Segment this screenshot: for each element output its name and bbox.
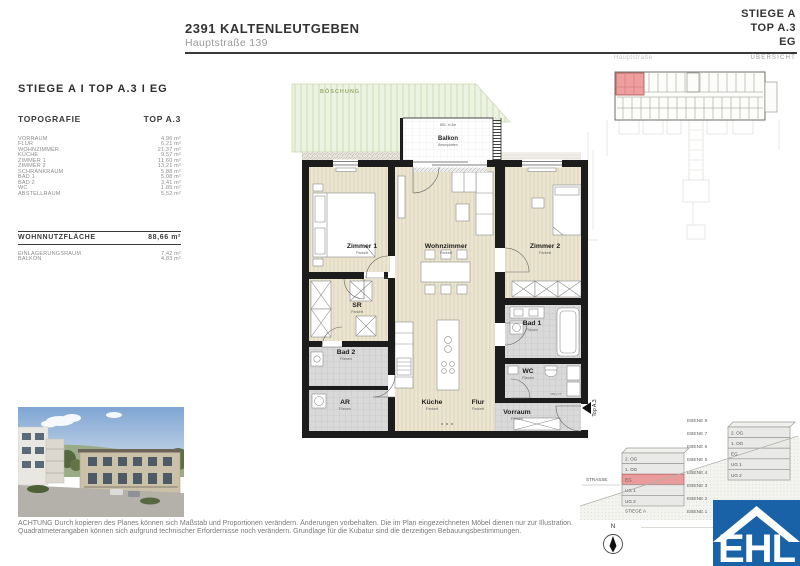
row-value: 5,88 m²: [160, 168, 181, 175]
divider-line: [641, 527, 716, 528]
room-label-wc: WC: [522, 368, 534, 375]
left-level-label: UG 1: [625, 488, 636, 494]
ebene-label: EBENE 3: [687, 484, 708, 489]
table-header-col2: TOP A.3: [143, 114, 181, 124]
row-value: 13,21 m²: [157, 163, 181, 170]
table-rows: [18, 137, 181, 197]
ehl-logo-graphic: [713, 500, 800, 566]
gravel-strip: [302, 152, 403, 160]
table-extra-rows: [18, 252, 181, 263]
ebene-label: EBENE 2: [687, 497, 708, 502]
row-value: 9,57 m²: [160, 152, 181, 159]
row-label: WC: [18, 185, 28, 192]
terrain-right-of-plan: [588, 132, 598, 240]
room-label-bad-1: Bad 1: [522, 320, 542, 327]
overview-title: ÜBERSICHT: [750, 55, 796, 61]
room-floor-bad-1: Fliesen: [525, 328, 539, 332]
row-label: ABSTELLRAUM: [18, 190, 61, 197]
overview-annex: [765, 82, 777, 112]
main-building: [78, 449, 182, 493]
row-label: ZIMMER 1: [18, 157, 46, 164]
room-floor-wohnzimmer: Parkett: [439, 251, 453, 255]
overview-site-plan: [603, 60, 800, 270]
room-floor-balkon: Betonplatten: [438, 143, 458, 147]
row-label: BAD 2: [18, 179, 35, 186]
right-level-label: 1. OG: [731, 441, 744, 446]
unit-stiege: STIEGE A: [741, 8, 796, 20]
row-label: VORRAUM: [18, 136, 48, 142]
page-subtitle-address: Hauptstraße 139: [185, 37, 268, 49]
row-label: ZIMMER 2: [18, 163, 46, 170]
room-label-flur: Flur: [471, 399, 485, 406]
right-level-label: UG 2: [731, 472, 742, 478]
room-floor-zimmer-1: Parkett: [355, 251, 369, 255]
table-row: [18, 257, 181, 262]
room-floor-wc: Fliesen: [521, 376, 535, 380]
room-floor-bad-2: Fliesen: [339, 357, 353, 361]
room-floor-kueche: Parkett: [425, 407, 439, 411]
ebene-label: EBENE 5: [687, 458, 708, 463]
row-label: SCHRANKRAUM: [18, 168, 64, 175]
row-value: 1,85 m²: [160, 185, 181, 192]
row-label: WOHNZIMMER: [18, 146, 60, 153]
ebene-label: EBENE 1: [687, 510, 708, 515]
header-rule: [185, 52, 797, 54]
north-arrow: [598, 517, 634, 561]
row-value: 11,60 m²: [158, 157, 181, 164]
row-value: 6,21 m²: [160, 141, 181, 148]
row-value: 3,41 m²: [160, 179, 181, 186]
table-row: [18, 192, 181, 197]
overview-highlighted-unit: [616, 73, 644, 95]
room-label-sr: SR: [352, 302, 362, 309]
tech-label: FBH-VT: [550, 392, 562, 396]
ebene-label: EBENE 7: [687, 432, 708, 437]
ebene-label: EBENE 4: [687, 471, 708, 476]
ebene-label: EBENE 8: [687, 419, 708, 424]
ebene-label: EBENE 6: [687, 445, 708, 450]
room-floor-vorraum: Fliesen: [510, 417, 524, 421]
row-label: BAD 1: [18, 174, 35, 181]
row-label: BALKON: [18, 256, 42, 263]
row-label: KÜCHE: [18, 152, 39, 159]
left-level-label: UG 2: [625, 498, 636, 504]
unit-info-block: [741, 7, 796, 49]
room-label-kueche: Küche: [421, 399, 443, 406]
left-level-stack: [622, 448, 689, 514]
table-header: [18, 114, 181, 124]
room-floor-sr: Parkett: [350, 310, 364, 314]
right-level-label: EG: [731, 451, 738, 457]
room-label-zimmer-1: Zimmer 1: [346, 243, 378, 250]
strasse-label: STRASSE: [586, 477, 608, 482]
total-label: WOHNNUTZFLÄCHE: [18, 234, 96, 242]
building-rendering-photo: [18, 407, 184, 517]
row-label: FLUR: [18, 141, 34, 148]
right-level-label: 2. OG: [731, 430, 744, 436]
terrain-strip-right: [501, 152, 581, 160]
left-level-label: EG: [625, 477, 632, 483]
room-label-ar: AR: [340, 399, 350, 406]
unit-heading: STIEGE A I TOP A.3 I EG: [18, 83, 168, 95]
row-value: 5,52 m²: [160, 190, 181, 197]
stiege-a-label: STIEGE A: [625, 508, 646, 514]
floor-plan: [280, 80, 600, 448]
left-level-label: 1. OG: [625, 467, 638, 472]
unit-top: TOP A.3: [750, 22, 796, 34]
overview-street-label: Hauptstraße: [614, 55, 653, 61]
unit-floor: EG: [779, 36, 796, 48]
room-floor-zimmer-2: Parkett: [538, 251, 552, 255]
right-level-stack: [728, 422, 795, 480]
room-label-wohnzimmer: Wohnzimmer: [424, 243, 468, 250]
left-level-label: 2. OG: [625, 456, 638, 462]
disclaimer-text: ACHTUNG Durch kopieren des Planes können sich Maßstab und Proportionen verändern. Änderungen vorbehalten. Die im Plan eingezeichneten Möbel dienen nur zur Illustration. Quadratmeterangaben können sich aufgrund technischer Erfordernisse noch verändern. Grundlage für die Kubatur sind die derzeitigen Bebauungsbestimmungen.: [18, 520, 573, 536]
room-label-bad-2: Bad 2: [336, 349, 356, 356]
topography-table: [18, 114, 181, 263]
room-label-vorraum: Vorraum: [503, 409, 531, 416]
slope-label: BÖSCHUNG: [320, 89, 361, 95]
room-floor-ar: Fliesen: [338, 407, 352, 411]
row-value: 21,37 m²: [157, 146, 181, 153]
railing-label: GEL. h=1m: [439, 123, 457, 127]
total-value: 88,66 m²: [148, 234, 181, 242]
room-label-balkon: Balkon: [437, 136, 459, 142]
ehl-logo: [713, 500, 800, 566]
room-label-zimmer-2: Zimmer 2: [529, 243, 561, 250]
ehl-logo-text: EHL: [718, 527, 795, 566]
table-total-row: [18, 231, 181, 245]
room-floor-flur: Parkett: [471, 407, 485, 411]
row-value: 5,08 m²: [160, 174, 181, 181]
row-value: 4,96 m²: [160, 136, 181, 142]
right-level-label: UG 1: [731, 462, 742, 468]
row-label: EINLAGERUNGSRAUM: [18, 250, 82, 257]
entrance-label: Top A.3: [592, 399, 598, 417]
page-title: 2391 KALTENLEUTGEBEN: [185, 21, 360, 36]
threshold: [413, 167, 487, 172]
north-label: N: [610, 523, 616, 530]
row-value: 4,83 m²: [160, 256, 181, 263]
overview-surroundings: [607, 120, 779, 239]
table-header-col1: TOPOGRAFIE: [18, 114, 82, 124]
row-value: 7,42 m²: [160, 250, 181, 257]
